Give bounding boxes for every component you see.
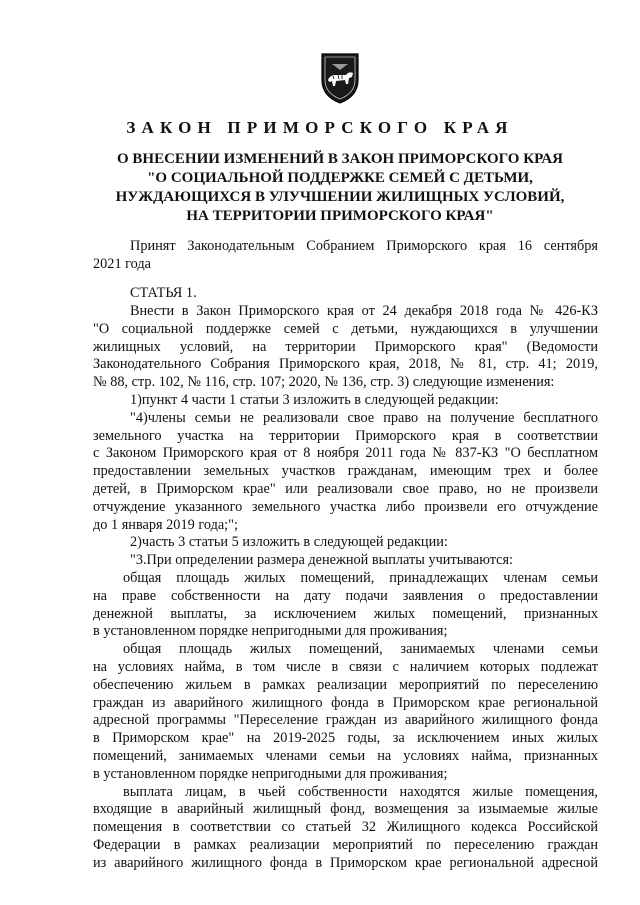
- article-label: СТАТЬЯ 1.: [130, 285, 197, 301]
- text-line: земельного участка на территории Приморского края в соответствии: [93, 427, 598, 444]
- text-line: общая площадь жилых помещений, принадлежащих членам семьи: [123, 569, 598, 586]
- law-heading: [60, 150, 620, 226]
- text-line: детей, в Приморском крае" или реализовали свое право, но не произвели: [93, 480, 598, 497]
- text-line: входящие в аварийный жилищный фонд, возмещения за изымаемые жилые: [93, 801, 598, 818]
- text-line: 2021 года: [93, 255, 152, 272]
- adoption-statement: [93, 238, 598, 274]
- text-line: на праве собственности на дату подачи заявления о предоставлении: [93, 587, 598, 604]
- heading-line: НА ТЕРРИТОРИИ ПРИМОРСКОГО КРАЯ": [186, 208, 494, 224]
- text-line: "О социальной поддержке семей с детьми, нуждающихся в улучшении: [93, 320, 598, 337]
- text-line: "4)члены семьи не реализовали свое право на получение бесплатного: [130, 409, 598, 426]
- text-line: в установленном порядке непригодными для проживания;: [93, 765, 448, 782]
- text-line: жилищных условий, на территории Приморского края" (Ведомости: [93, 338, 598, 355]
- article-content: [93, 303, 598, 873]
- text-line: до 1 января 2019 года;";: [93, 516, 238, 533]
- text-line: общая площадь жилых помещений, занимаемых членами семьи: [123, 641, 598, 658]
- text-line: граждан из аварийного жилищного фонда в Приморском крае региональной: [93, 694, 598, 711]
- law-title: ЗАКОН ПРИМОРСКОГО КРАЯ: [126, 118, 514, 137]
- heading-line: О ВНЕСЕНИИ ИЗМЕНЕНИЙ В ЗАКОН ПРИМОРСКОГО КРАЯ: [117, 151, 563, 167]
- text-line: Федерации в рамках реализации мероприятий по переселению граждан: [93, 836, 598, 853]
- text-line: Принят Законодательным Собранием Приморского края 16 сентября: [130, 238, 598, 254]
- text-line: выплата лицам, в чьей собственности находятся жилые помещения,: [123, 783, 598, 800]
- text-line: Внести в Закон Приморского края от 24 декабря 2018 года № 426-КЗ: [130, 303, 598, 319]
- text-line: обеспечению жильем в рамках реализации мероприятий по переселению: [93, 676, 598, 693]
- text-line: с Законом Приморского края от 8 ноября 2011 года № 837-КЗ "О бесплатном: [93, 445, 598, 462]
- text-line: Законодательного Собрания Приморского края, 2018, № 81, стр. 41; 2019,: [93, 356, 598, 373]
- text-line: в Приморском крае" на 2019-2025 годы, за исключением иных жилых: [93, 730, 598, 747]
- text-line: № 88, стр. 102, № 116, стр. 107; 2020, № 136, стр. 3) следующие изменения:: [93, 374, 555, 391]
- primorye-coat-of-arms-icon: [318, 50, 362, 106]
- article-heading: [93, 285, 598, 303]
- text-line: адресной программы "Переселение граждан из аварийного жилищного фонда: [93, 712, 598, 729]
- text-line: 1)пункт 4 части 1 статьи 3 изложить в следующей редакции:: [130, 391, 499, 408]
- text-line: отчуждение указанного земельного участка либо произвели его отчуждение: [93, 498, 598, 515]
- text-line: в установленном порядке непригодными для проживания;: [93, 623, 448, 640]
- text-line: на условиях найма, в том числе в связи с наличием которых подлежат: [93, 658, 598, 675]
- text-line: помещения в соответствии со статьей 32 Жилищного кодекса Российской: [93, 819, 598, 836]
- text-line: из аварийного жилищного фонда в Приморском крае региональной адресной: [93, 854, 598, 871]
- text-line: денежной выплаты, за исключением жилых помещений, признанных: [93, 605, 598, 622]
- text-line: 2)часть 3 статьи 5 изложить в следующей редакции:: [130, 534, 448, 551]
- text-line: "3.При определении размера денежной выплаты учитываются:: [130, 552, 514, 569]
- heading-line: "О СОЦИАЛЬНОЙ ПОДДЕРЖКЕ СЕМЕЙ С ДЕТЬМИ,: [147, 170, 533, 186]
- heading-line: НУЖДАЮЩИХСЯ В УЛУЧШЕНИИ ЖИЛИЩНЫХ УСЛОВИЙ,: [115, 189, 565, 205]
- text-line: предоставлении земельных участков гражданам, имеющим трех и более: [93, 463, 598, 480]
- text-line: помещений, занимаемых членами семьи на условиях найма, признанных: [93, 747, 598, 764]
